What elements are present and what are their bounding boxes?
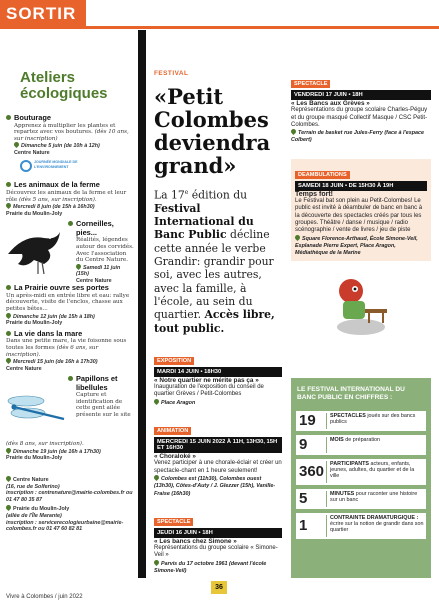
event-spectacle bbox=[154, 508, 282, 575]
workshop-note: (dès 10 ans, sur inscription) bbox=[14, 129, 129, 142]
middle-column bbox=[154, 70, 282, 575]
dragonfly-illustration bbox=[6, 389, 66, 435]
event-title: « Les bancs chez Simone » bbox=[154, 537, 237, 545]
stat-label: écrire sur la notion de grandir dans son quartier bbox=[330, 521, 424, 534]
event-exposition bbox=[154, 347, 282, 407]
workshop-title: Les animaux de la ferme bbox=[14, 180, 100, 190]
header-rule bbox=[0, 26, 439, 29]
stat-row bbox=[296, 435, 426, 455]
pin-icon bbox=[153, 559, 160, 566]
article-headline: «Petit Colombes deviendra grand» bbox=[154, 84, 271, 178]
contact-item bbox=[6, 476, 134, 503]
pin-icon bbox=[153, 398, 160, 405]
stat-label: acteurs, enfants, jeunes, adultes, du quartier et de la ville bbox=[330, 461, 415, 480]
contact-address: (16, rue de Solferino) bbox=[6, 483, 60, 490]
workshop-place: Centre Nature bbox=[76, 277, 112, 284]
workshop-text: Dans une petite mare, la vie foisonne sous toutes les formes bbox=[6, 338, 127, 351]
event-location: Parvis du 17 octobre 1961 (devant l'école Simone-Veil) bbox=[154, 560, 267, 575]
stat-label-bold: CONTRAINTE DRAMATURGIQUE : bbox=[330, 515, 419, 521]
stat-label-bold: SPECTACLES bbox=[330, 413, 366, 419]
workshop-title: Bouturage bbox=[14, 113, 51, 122]
workshop-item bbox=[6, 330, 134, 372]
logo-text: JOURNÉE MONDIALE DE L'ENVIRONNEMENT bbox=[34, 160, 78, 169]
stat-row bbox=[296, 489, 426, 509]
stat-number: 5 bbox=[299, 490, 308, 507]
event-title: Temps fort! bbox=[295, 190, 333, 198]
stat-number: 360 bbox=[299, 463, 325, 480]
pin-icon bbox=[5, 504, 12, 511]
event-tag: SPECTACLE bbox=[154, 518, 193, 526]
event-text: Représentations du groupe scolaire Charles-Péguy et du groupe masqué Collectif Masque / CSC Petit-Colombes. bbox=[291, 107, 428, 128]
festival-stats-panel bbox=[291, 378, 431, 578]
event-tag: ANIMATION bbox=[154, 427, 191, 435]
column-divider bbox=[138, 30, 146, 578]
workshop-text: Capture et identification de cette gent ailée présente sur le site bbox=[76, 392, 131, 419]
stat-number: 19 bbox=[299, 412, 316, 429]
contact-name: Centre Nature bbox=[13, 477, 49, 484]
pin-icon bbox=[5, 312, 12, 319]
stat-label: joués sur des bancs publics bbox=[330, 413, 416, 426]
event-tag: DEAMBULATIONS bbox=[295, 171, 350, 179]
section-title: SORTIR bbox=[6, 4, 77, 23]
workshop-place: Prairie du Moulin-Joly bbox=[6, 210, 63, 217]
stats-title: LE FESTIVAL INTERNATIONAL DU BANC PUBLIC EN CHIFFRES : bbox=[297, 386, 405, 401]
stat-label-bold: PARTICIPANTS bbox=[330, 461, 370, 467]
crow-block bbox=[6, 220, 134, 282]
environment-day-logo bbox=[20, 159, 134, 177]
stat-label: de préparation bbox=[343, 437, 381, 443]
event-text: Le Festival bat son plein au Petit-Colombes! Le public est invité à déambuler de banc en banc à la découverte des spectacles créés par tous les groupes. Théâtre / danse / musique / radio scénographie / vente de livres / jeu de piste bbox=[295, 198, 423, 234]
event-title: « Notre quartier ne mérite pas ça » bbox=[154, 376, 259, 384]
event-text: Représentations du groupe scolaire « Simone-Veil » bbox=[154, 545, 278, 559]
intro-part: La 17 bbox=[154, 188, 185, 202]
workshop-title: Papillons et libellules bbox=[76, 374, 118, 392]
pin-icon bbox=[13, 141, 20, 148]
bullet-icon bbox=[6, 331, 11, 336]
event-dateline: VENDREDI 17 JUIN • 18H bbox=[291, 90, 431, 100]
workshop-title: La Prairie ouvre ses portes bbox=[14, 283, 109, 293]
workshop-text: Un après-midi en entrée libre et eau: rallye découverte, visite de l'enclos, chasse aux petites bêtes... bbox=[6, 292, 130, 313]
access-note: Accès libre, tout public. bbox=[154, 308, 275, 335]
contact-name: Prairie du Moulin-Joly bbox=[13, 506, 70, 513]
stat-row bbox=[296, 459, 426, 485]
event-tag: EXPOSITION bbox=[154, 357, 194, 365]
workshop-item bbox=[6, 114, 134, 156]
contact-info: inscription : centrenature@mairie-colombes.fr ou 01 47 80 35 87 bbox=[6, 490, 133, 503]
contact-info: inscription : servicerecologieurbaine@mairie-colombes.fr ou 01 47 60 82 81 bbox=[6, 519, 124, 533]
workshop-place: Centre Nature bbox=[14, 149, 50, 156]
pin-icon bbox=[5, 202, 12, 209]
event-dateline: MERCREDI 15 JUIN 2022 À 11H, 13H30, 15H ET 16H30 bbox=[154, 437, 282, 453]
stat-number: 9 bbox=[299, 436, 308, 453]
workshops-title: Ateliers écologiques bbox=[20, 69, 108, 102]
stat-row bbox=[296, 513, 426, 539]
workshop-date: Dimanche 19 juin (de 16h à 17h30) bbox=[13, 448, 101, 455]
event-bancs-greves bbox=[291, 70, 431, 145]
event-tag: SPECTACLE bbox=[291, 80, 330, 88]
dragonfly-block bbox=[6, 374, 134, 448]
stat-label: pour raconter une histoire sur un banc bbox=[330, 491, 418, 504]
pin-icon bbox=[5, 447, 12, 454]
event-dateline: MARDI 14 JUIN • 18H30 bbox=[154, 367, 282, 377]
event-location: Place Aragon bbox=[161, 399, 196, 406]
pin-icon bbox=[294, 234, 301, 241]
workshop-item bbox=[6, 284, 134, 326]
crow-illustration bbox=[4, 224, 64, 280]
event-animation bbox=[154, 417, 282, 498]
workshop-text: Découvrez les animaux de la ferme et leur rôle bbox=[6, 189, 127, 203]
workshop-date: Dimanche 5 juin (de 10h à 12h) bbox=[21, 143, 100, 150]
pin-icon bbox=[5, 357, 12, 364]
workshop-note: (dès 5 ans, sur inscription). bbox=[18, 196, 97, 203]
stat-row bbox=[296, 411, 426, 431]
pin-icon bbox=[75, 263, 82, 270]
festival-name: Festival International du Banc Public bbox=[154, 201, 254, 242]
event-dateline: SAMEDI 18 JUIN • DE 15H30 À 19H bbox=[295, 181, 427, 191]
event-title: « Choraloké » bbox=[154, 453, 196, 461]
contact-item bbox=[6, 505, 134, 532]
right-column bbox=[291, 70, 431, 339]
workshop-place: Centre Nature bbox=[6, 365, 42, 372]
workshop-text: Réalités, légendes autour des corvidés. Avec l'association du Centre Nature. bbox=[76, 237, 134, 264]
workshop-date: Dimanche 12 juin (de 15h à 18h) bbox=[13, 313, 95, 320]
workshop-item bbox=[6, 181, 134, 217]
page-number: 36 bbox=[211, 581, 227, 594]
stat-number: 1 bbox=[299, 517, 308, 534]
footer-text: Vivre à Colombes / juin 2022 bbox=[6, 594, 83, 600]
stat-label-bold: MOIS bbox=[330, 437, 344, 443]
left-column bbox=[6, 34, 134, 574]
section-header bbox=[0, 0, 86, 26]
intro-part: décline cette année le verbe Grandir: grandir pour soi, avec les autres, avec la famille, à l'école, au sein du quartier. bbox=[154, 228, 274, 322]
pin-icon bbox=[153, 474, 160, 481]
event-text: Venez participer à une chorale-éclair et créer un spectacle-chant en 1 heure seulement! bbox=[154, 460, 282, 474]
pin-icon bbox=[290, 128, 297, 135]
intro-sup: e bbox=[184, 189, 189, 196]
workshop-place: Prairie du Moulin-Joly bbox=[6, 320, 63, 327]
workshop-date: Mercredi 8 juin (de 15h à 16h30) bbox=[13, 204, 95, 211]
article-intro bbox=[154, 186, 282, 335]
event-dateline: JEUDI 16 JUIN • 18H bbox=[154, 528, 282, 538]
workshop-date: Mercredi 15 juin (de 16h à 17h30) bbox=[13, 359, 98, 366]
event-text: Inauguration de l'exposition du conseil de quartier Grèves / Petit-Colombes bbox=[154, 384, 264, 398]
workshop-note: (dès 8 ans, sur inscription). bbox=[6, 441, 84, 448]
event-location: Terrain de basket rue Jules-Ferry (face à l'espace Colbert) bbox=[291, 130, 425, 144]
workshop-date: Samedi 11 juin (15h) bbox=[76, 264, 121, 278]
event-location: Colombes est (11h30), Colombes ouest (13h30), Côtes-d'Auty / J. Glezzer (15h), Vanille-Fraise (16h30) bbox=[154, 475, 276, 497]
workshop-item bbox=[68, 220, 134, 284]
leaf-logo-icon bbox=[20, 159, 32, 173]
workshop-note: (dès 6 ans, sur inscription). bbox=[6, 344, 99, 358]
workshop-text: Apprenez à multiplier les plantes et repartez avec vos boutures. bbox=[14, 122, 116, 136]
workshop-place: Prairie du Moulin-Joly bbox=[6, 455, 63, 462]
workshop-item-cont bbox=[6, 441, 134, 462]
event-title: « Les Bancs aux Grèves » bbox=[291, 100, 370, 107]
intro-part: édition du bbox=[188, 188, 248, 202]
contact-address: (allée de l'Île Marante) bbox=[6, 513, 62, 520]
workshop-title: Corneilles, pies... bbox=[76, 219, 114, 237]
workshop-title: La vie dans la mare bbox=[14, 328, 83, 338]
workshop-item bbox=[68, 375, 134, 418]
festival-mascot-illustration bbox=[321, 269, 401, 339]
event-location: Square Florence-Arthaud, École Simone-Veil, Esplanade Pierre Expert, Place Aragon, Médiathèque de la Marine bbox=[295, 235, 418, 257]
stat-label-bold: MINUTES bbox=[330, 491, 355, 497]
article-kicker: FESTIVAL bbox=[154, 70, 189, 77]
event-temps-fort bbox=[291, 159, 431, 262]
pin-icon bbox=[5, 475, 12, 482]
bullet-icon bbox=[6, 115, 11, 120]
